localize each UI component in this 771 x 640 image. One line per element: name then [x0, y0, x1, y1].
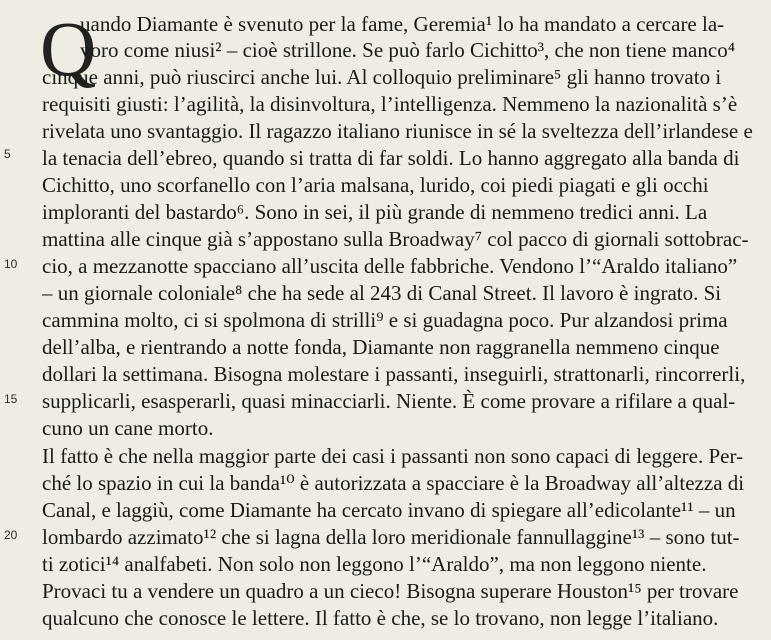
- text-line-23: qualcuno che conosce le lettere. Il fatto è che, se lo trovano, non legge l’italiano.: [42, 606, 719, 630]
- text-line-3: cinque anni, può riuscirci anche lui. Al colloquio preliminare⁵ gli hanno trovato i: [42, 65, 722, 89]
- text-line-6: la tenacia dell’ebreo, quando si tratta di far soldi. Lo hanno aggregato alla banda di: [42, 146, 740, 170]
- text-line-15: supplicarli, esasperarli, quasi minacciarli. Niente. È come provare a rifilare a qual-: [42, 389, 736, 413]
- text-line-12: cammina molto, ci si spolmona di strilli⁹ e si guadagna poco. Pur alzandosi prima: [42, 308, 728, 332]
- text-line-21: ti zotici¹⁴ analfabeti. Non solo non leggono l’“Araldo”, ma non leggono niente.: [42, 552, 707, 576]
- line-number-20: 20: [4, 528, 18, 542]
- text-line-11: – un giornale coloniale⁸ che ha sede al 243 di Canal Street. Il lavoro è ingrato. Si: [42, 281, 722, 305]
- drop-cap: Q: [40, 5, 97, 92]
- text-line-7: Cichitto, uno scorfanello con l’aria malsana, lurido, coi piedi piagati e gli occhi: [42, 173, 709, 197]
- text-line-16: cuno un cane morto.: [42, 416, 214, 440]
- text-line-20: lombardo azzimato¹² che si lagna della loro meridionale fannullaggine¹³ – sono tut-: [42, 525, 740, 549]
- text-line-10: cio, a mezzanotte spacciano all’uscita delle fabbriche. Vendono l’“Araldo italiano”: [42, 254, 738, 278]
- text-line-9: mattina alle cinque già s’appostano sulla Broadway⁷ col pacco di giornali sottobrac-: [42, 227, 749, 251]
- text-line-13: dell’alba, e rientrando a notte fonda, Diamante non raggranella nemmeno cinque: [42, 335, 720, 359]
- line-number-15: 15: [4, 392, 18, 406]
- line-number-5: 5: [4, 147, 11, 161]
- text-line-22: Provaci tu a vendere un quadro a un cieco! Bisogna superare Houston¹⁵ per trovare: [42, 579, 739, 603]
- line-number-10: 10: [4, 257, 18, 271]
- text-line-18: ché lo spazio in cui la banda¹⁰ è autorizzata a spacciare è la Broadway all’altezza di: [42, 471, 745, 495]
- text-line-19: Canal, e laggiù, come Diamante ha cercato invano di spiegare all’edicolante¹¹ – un: [42, 498, 736, 522]
- text-line-8: imploranti del bastardo⁶. Sono in sei, il più grande di nemmeno tredici anni. La: [42, 200, 708, 224]
- text-line-1: uando Diamante è svenuto per la fame, Geremia¹ lo ha mandato a cercare la-: [80, 12, 725, 36]
- text-line-14: dollari la settimana. Bisogna molestare i passanti, inseguirli, strattonarli, rincorrerli,: [42, 362, 746, 386]
- text-line-17: Il fatto è che nella maggior parte dei casi i passanti non sono capaci di leggere. Per-: [42, 444, 744, 468]
- text-line-2: voro come niusi² – cioè strillone. Se può farlo Cichitto³, che non tiene manco⁴: [80, 38, 736, 62]
- text-line-5: rivelata uno svantaggio. Il ragazzo italiano riunisce in sé la sveltezza dell’irlandese e: [42, 119, 753, 143]
- text-line-4: requisiti giusti: l’agilità, la disinvoltura, l’intelligenza. Nemmeno la nazionalità s’è: [42, 92, 738, 116]
